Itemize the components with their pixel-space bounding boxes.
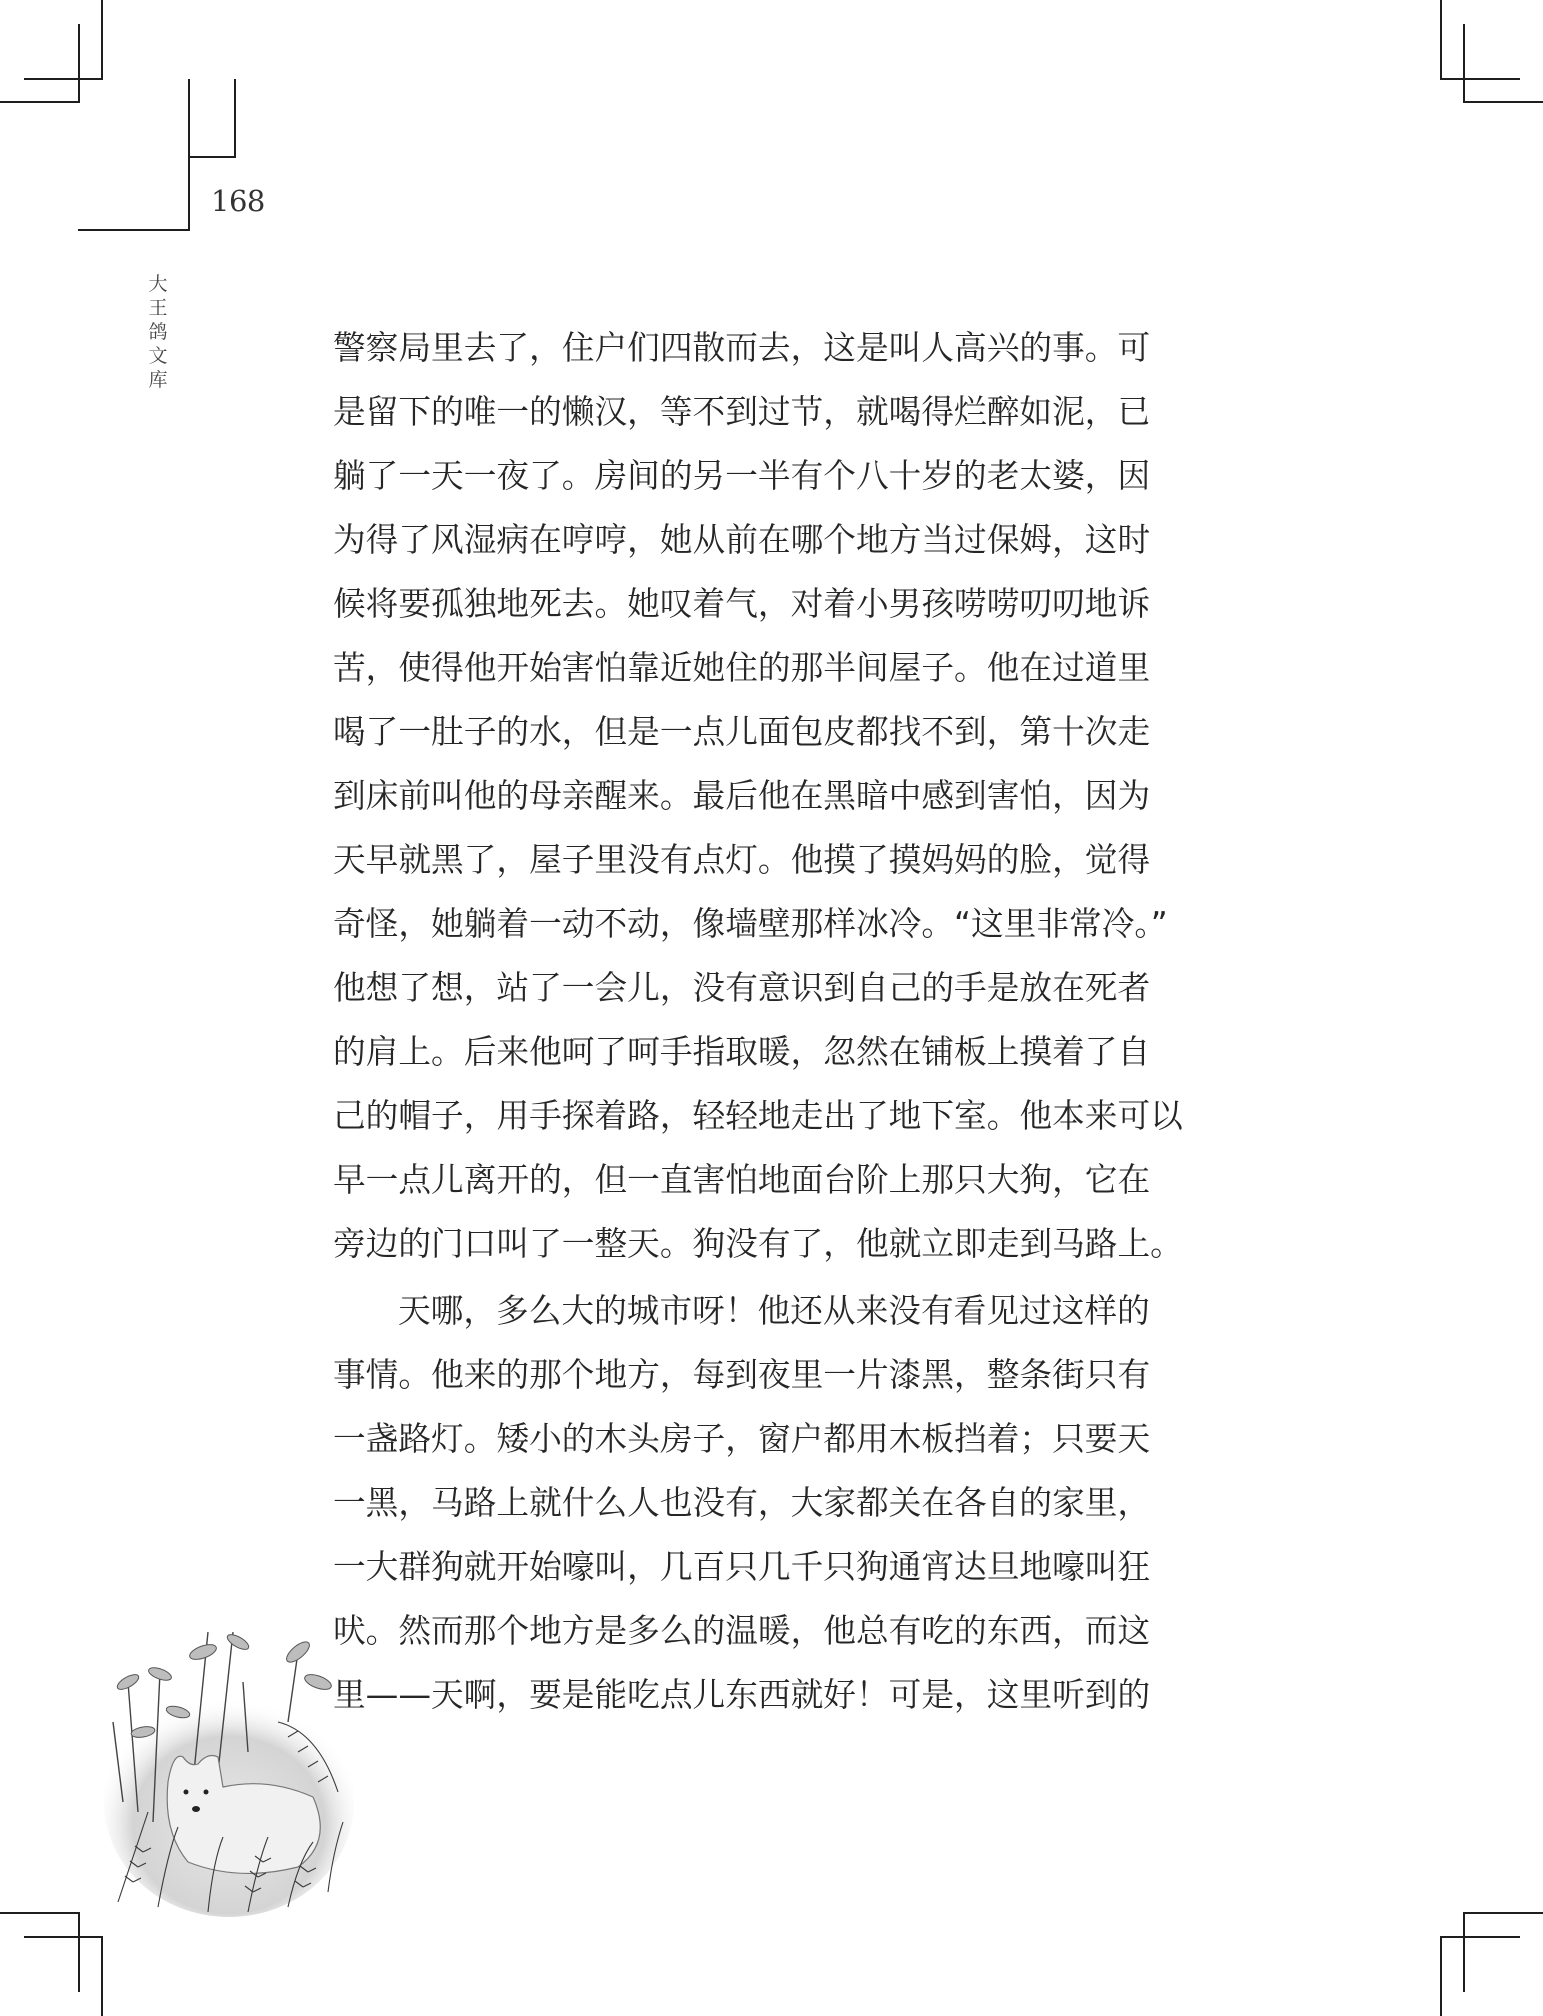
text-line: 里——天啊，要是能吃点儿东西就好！可是，这里听到的 bbox=[333, 1676, 1151, 1714]
text-line: 警察局里去了，住户们四散而去，这是叫人高兴的事。可 bbox=[333, 329, 1151, 367]
fox-illustration bbox=[98, 1612, 360, 1922]
text-line: 吠。然而那个地方是多么的温暖，他总有吃的东西，而这 bbox=[333, 1612, 1151, 1650]
text-line: 苦，使得他开始害怕靠近她住的那半间屋子。他在过道里 bbox=[333, 649, 1151, 687]
text-line: 为得了风湿病在哼哼，她从前在哪个地方当过保姆，这时 bbox=[333, 521, 1151, 559]
text-line: 到床前叫他的母亲醒来。最后他在黑暗中感到害怕，因为 bbox=[333, 777, 1151, 815]
text-line: 躺了一天一夜了。房间的另一半有个八十岁的老太婆，因 bbox=[333, 457, 1151, 495]
text-line: 他想了想，站了一会儿，没有意识到自己的手是放在死者 bbox=[333, 969, 1151, 1007]
text-line: 候将要孤独地死去。她叹着气，对着小男孩唠唠叨叨地诉 bbox=[333, 585, 1151, 623]
text-line: 一盏路灯。矮小的木头房子，窗户都用木板挡着；只要天 bbox=[333, 1420, 1151, 1458]
text-line: 旁边的门口叫了一整天。狗没有了，他就立即走到马路上。 bbox=[333, 1225, 1183, 1263]
text-line: 奇怪，她躺着一动不动，像墙壁那样冰冷。“这里非常冷。” bbox=[333, 905, 1168, 943]
paragraph-start-line: 天哪，多么大的城市呀！他还从来没有看见过这样的 bbox=[398, 1292, 1150, 1330]
series-label: 大王鸽文库 bbox=[148, 273, 168, 391]
text-line: 早一点儿离开的，但一直害怕地面台阶上那只大狗，它在 bbox=[333, 1161, 1151, 1199]
text-line: 天早就黑了，屋子里没有点灯。他摸了摸妈妈的脸，觉得 bbox=[333, 841, 1151, 879]
text-line: 一大群狗就开始嚎叫，几百只几千只狗通宵达旦地嚎叫狂 bbox=[333, 1548, 1151, 1586]
text-line: 是留下的唯一的懒汉，等不到过节，就喝得烂醉如泥，已 bbox=[333, 393, 1151, 431]
text-line: 事情。他来的那个地方，每到夜里一片漆黑，整条街只有 bbox=[333, 1356, 1151, 1394]
text-line: 一黑，马路上就什么人也没有，大家都关在各自的家里， bbox=[333, 1484, 1151, 1522]
text-line: 的肩上。后来他呵了呵手指取暖，忽然在铺板上摸着了自 bbox=[333, 1033, 1151, 1071]
body-text bbox=[333, 325, 1184, 1736]
page-number: 168 bbox=[211, 184, 265, 218]
text-line: 己的帽子，用手探着路，轻轻地走出了地下室。他本来可以 bbox=[333, 1097, 1183, 1135]
text-line: 喝了一肚子的水，但是一点儿面包皮都找不到，第十次走 bbox=[333, 713, 1151, 751]
